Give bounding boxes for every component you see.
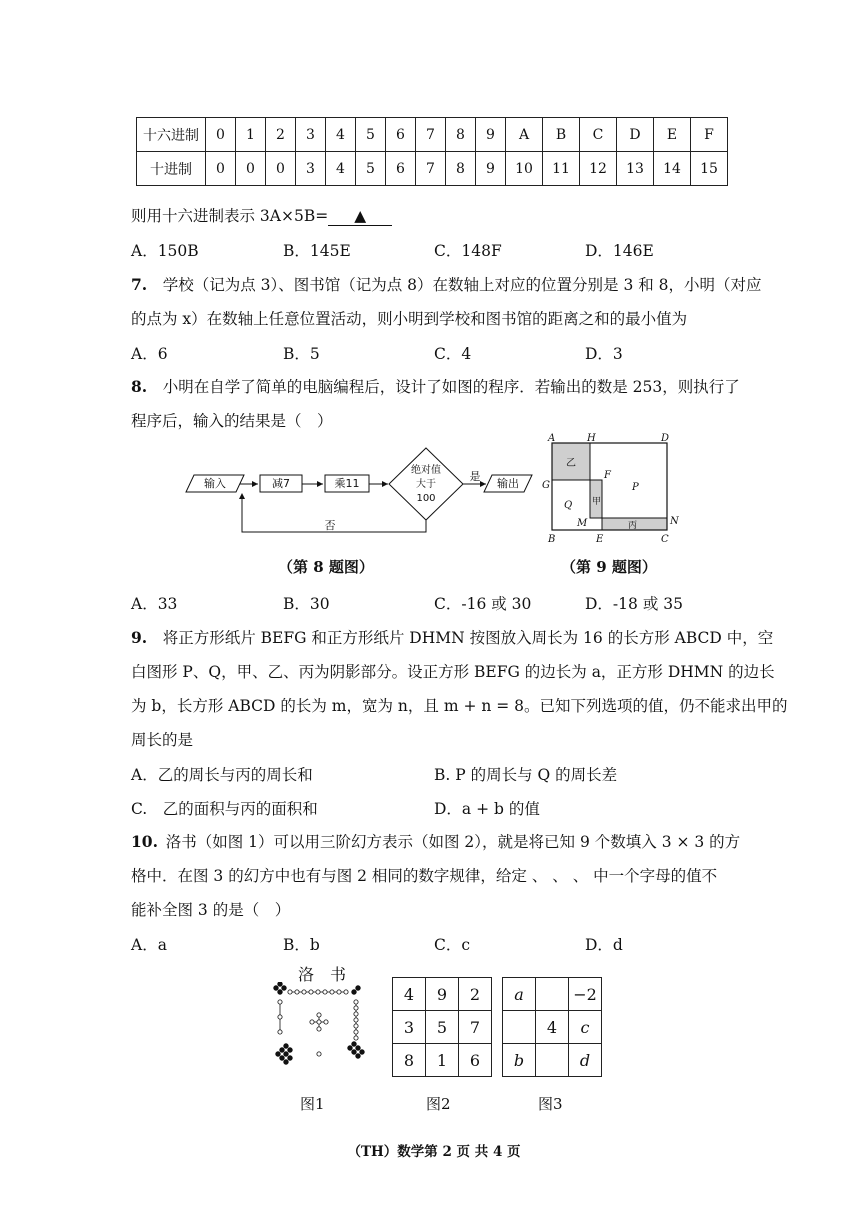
q10-line2: 格中．在图 3 的幻方中也有与图 2 相同的数字规律，给定 、 、 、 中一个字母的值不 [131,867,718,885]
q10-line1 [131,830,740,852]
grid-cell: c [569,1011,602,1044]
q6-option-d: D．146E [585,242,654,260]
table-cell: E [654,118,691,152]
q8-text1: 小明在自学了简单的电脑编程后，设计了如图的程序．若输出的数是 253，则执行了 [162,378,740,396]
q7-option-c: C．4 [434,345,472,363]
label-bing: 丙 [628,521,638,531]
q8-option-c: C．-16 或 30 [434,595,532,613]
q7-option-b: B．5 [283,345,320,363]
grid-cell: −2 [569,978,602,1011]
table-cell: 7 [416,152,446,186]
table-cell: A [506,118,543,152]
figure-1-label: 图1 [300,1095,325,1113]
grid-cell: 3 [393,1011,426,1044]
table-cell: 0 [266,152,296,186]
q8-flowchart [180,440,540,540]
table-cell: 6 [386,118,416,152]
grid-cell: 4 [393,978,426,1011]
q9-option-a: A．乙的周长与丙的周长和 [131,766,313,784]
table-cell: C [580,118,617,152]
q9-line1 [131,626,773,648]
q10-line3: 能补全图 3 的是（ ） [131,901,291,919]
q10-text1: 洛书（如图 1）可以用三阶幻方表示（如图 2），就是将已知 9 个数填入 3 × 3 的方 [165,833,741,851]
label-d: D [661,433,670,444]
grid-cell: 2 [459,978,492,1011]
q8-line2: 程序后，输入的结果是（ ） [131,412,333,430]
q6-option-a: A．150B [131,242,199,260]
q9-line2: 白图形 P、Q，甲、乙、丙为阴影部分。设正方形 BEFG 的边长为 a，正方形 DHMN 的边长 [131,663,775,681]
grid-cell: 5 [426,1011,459,1044]
cond-line1: 绝对值 [411,465,441,476]
grid-cell [503,1011,536,1044]
hex-row [137,118,728,152]
table-cell: B [543,118,580,152]
table-cell: 4 [326,152,356,186]
table-cell: 5 [356,152,386,186]
no-label: 否 [324,519,336,532]
figure-2-label: 图2 [426,1095,451,1113]
table-cell: 8 [446,152,476,186]
table-cell: 3 [296,118,326,152]
input-label: 输入 [204,477,226,490]
table-cell: 8 [446,118,476,152]
luoshu-figure [268,982,372,1070]
grid-cell: a [503,978,536,1011]
q10-option-a: A．a [131,936,167,954]
grid-cell: 9 [426,978,459,1011]
label-n: N [670,516,679,527]
table-cell: 9 [476,152,506,186]
decimal-row [137,152,728,186]
q6-stem [131,204,392,226]
table-cell: 10 [506,152,543,186]
magic-square-2 [392,977,492,1077]
label-m: M [577,518,588,529]
q9-line3: 为 b，长方形 ABCD 的长为 m，宽为 n，且 m + n = 8。已知下列选项的值，仍不能求出甲的 [131,697,788,715]
hex-decimal-table [136,117,728,186]
output-label: 输出 [497,477,519,490]
grid-cell [536,978,569,1011]
cond-line3: 100 [416,493,436,504]
q8-option-d: D．-18 或 35 [585,595,683,613]
label-c: C [661,534,669,545]
table-cell: 2 [266,118,296,152]
q8-number: 8. [131,377,148,396]
table-cell: F [691,118,728,152]
table-cell: 0 [206,118,236,152]
grid-cell: 6 [459,1044,492,1077]
q7-option-d: D．3 [585,345,623,363]
label-f: F [604,470,611,481]
table-cell: 14 [654,152,691,186]
grid-cell: b [503,1044,536,1077]
q6-option-c: C．148F [434,242,502,260]
q10-number: 10. [131,832,158,851]
q10-option-c: C．c [434,936,471,954]
q9-option-b: B. P 的周长与 Q 的周长差 [434,766,618,784]
label-b: B [548,534,556,545]
table-cell: 9 [476,118,506,152]
q10-option-b: B．b [283,936,320,954]
table-header-hex: 十六进制 [137,118,206,152]
q9-line4: 周长的是 [131,731,194,749]
table-cell: 15 [691,152,728,186]
table-cell: 0 [206,152,236,186]
table-header-decimal: 十进制 [137,152,206,186]
table-cell: 5 [356,118,386,152]
q9-figure [540,430,690,548]
q9-option-c: C. 乙的面积与丙的面积和 [131,800,318,818]
figure-3-label: 图3 [538,1095,563,1113]
grid-cell: 8 [393,1044,426,1077]
q8-line1 [131,375,740,397]
q9-text1: 将正方形纸片 BEFG 和正方形纸片 DHMN 按图放入周长为 16 的长方形 ABCD 中，空 [162,629,774,647]
q7-text1: 学校（记为点 3）、图书馆（记为点 8）在数轴上对应的位置分别是 3 和 8，小明（对应 [162,276,762,294]
q6-option-b: B．145E [283,242,351,260]
label-g: G [542,480,550,491]
label-jia: 甲 [592,497,602,507]
q8-option-a: A．33 [131,595,178,613]
table-cell: 7 [416,118,446,152]
label-h: H [587,433,596,444]
q7-number: 7. [131,275,148,294]
label-q: Q [564,500,573,511]
q7-line2: 的点为 x）在数轴上任意位置活动，则小明到学校和图书馆的距离之和的最小值为 [131,310,688,328]
q6-stem-text: 则用十六进制表示 3A×5B= [131,207,329,225]
q7-line1 [131,273,762,295]
page-footer: （TH）数学第 2 页 共 4 页 [347,1144,521,1160]
table-cell: 0 [236,152,266,186]
q9-option-d: D．a + b 的值 [434,800,540,818]
grid-cell [536,1044,569,1077]
q9-caption: （第 9 题图） [561,558,657,576]
table-cell: 4 [326,118,356,152]
table-cell: 11 [543,152,580,186]
label-p: P [632,482,639,493]
q9-number: 9. [131,628,148,647]
luoshu-title: 洛 书 [298,965,347,984]
cond-line2: 大于 [416,479,436,490]
table-cell: 12 [580,152,617,186]
q7-option-a: A．6 [131,345,168,363]
grid-cell: 1 [426,1044,459,1077]
yes-label: 是 [469,470,481,483]
q8-option-b: B．30 [283,595,330,613]
times-label: 乘11 [334,477,360,490]
grid-cell: d [569,1044,602,1077]
magic-square-3 [502,977,602,1077]
table-cell: 1 [236,118,266,152]
grid-cell: 7 [459,1011,492,1044]
table-cell: D [617,118,654,152]
label-e: E [596,534,604,545]
answer-blank: ▲ [328,207,392,226]
q10-option-d: D．d [585,936,623,954]
q8-caption: （第 8 题图） [278,558,374,576]
label-a: A [548,433,556,444]
minus-label: 减7 [272,477,290,490]
label-yi: 乙 [566,458,576,469]
grid-cell: 4 [536,1011,569,1044]
table-cell: 13 [617,152,654,186]
table-cell: 6 [386,152,416,186]
table-cell: 3 [296,152,326,186]
